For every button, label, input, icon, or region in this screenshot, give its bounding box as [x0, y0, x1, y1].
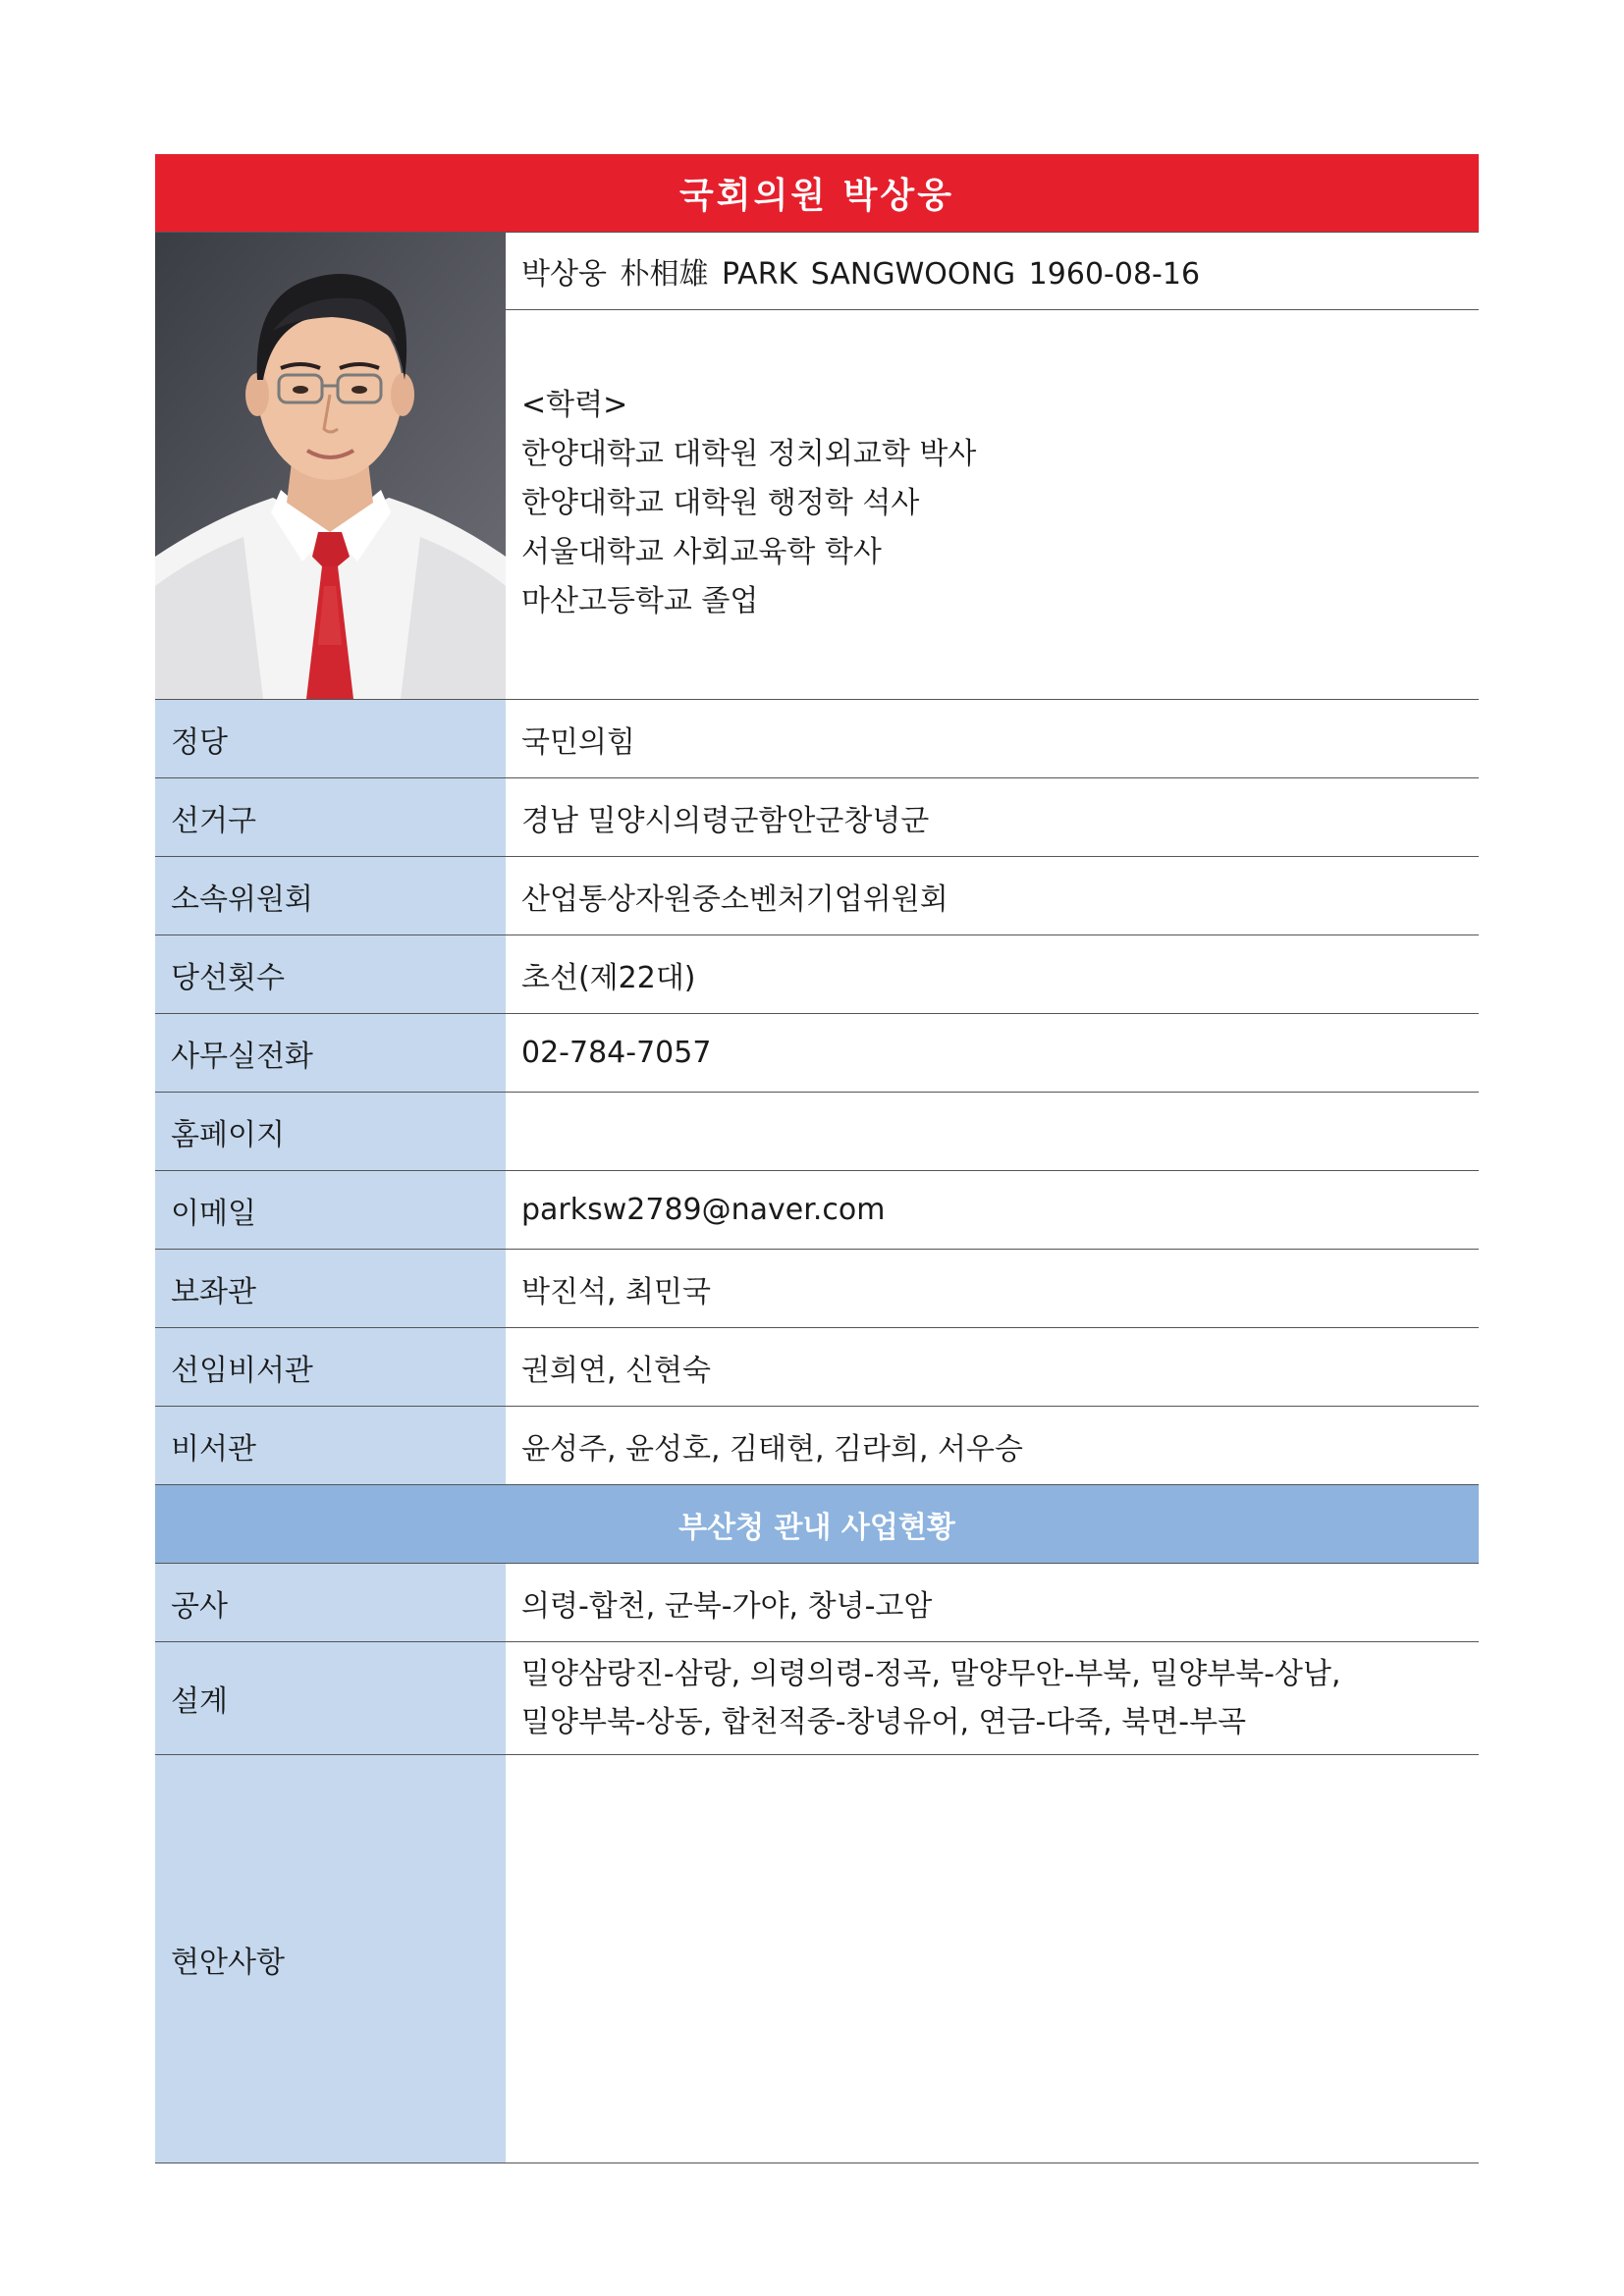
row-label: 공사 [155, 1564, 506, 1641]
row-label: 사무실전화 [155, 1014, 506, 1092]
education-item: 마산고등학교 졸업 [521, 584, 759, 618]
portrait-image [155, 233, 506, 699]
row-secretaries [155, 1407, 1479, 1485]
row-label: 보좌관 [155, 1250, 506, 1327]
row-office-phone [155, 1014, 1479, 1093]
row-label: 정당 [155, 700, 506, 777]
page-title: 국회의원 박상웅 [155, 154, 1479, 233]
row-homepage [155, 1093, 1479, 1171]
design-line: 밀양부북-상동, 합천적중-창녕유어, 연금-다죽, 북면-부곡 [521, 1705, 1247, 1739]
row-value: 02-784-7057 [521, 1036, 712, 1070]
row-committee [155, 857, 1479, 935]
row-label: 선임비서관 [155, 1328, 506, 1406]
education-header: <학력> [521, 388, 628, 422]
row-construction [155, 1564, 1479, 1642]
row-aides [155, 1250, 1479, 1328]
name-line: 박상웅 朴相雄 PARK SANGWOONG 1960-08-16 [506, 233, 1479, 310]
row-value [506, 1093, 1479, 1170]
row-value: 초선(제22대) [521, 960, 696, 995]
education-block [506, 310, 1479, 699]
row-issues [155, 1755, 1479, 2163]
row-value: 의령-합천, 군북-가야, 창녕-고암 [521, 1588, 933, 1624]
row-label: 설계 [155, 1642, 506, 1754]
row-value: 산업통상자원중소벤처기업위원회 [521, 881, 948, 917]
row-value [506, 1755, 1479, 2163]
section-title: 부산청 관내 사업현황 [155, 1485, 1479, 1564]
row-label: 이메일 [155, 1171, 506, 1249]
row-label: 현안사항 [155, 1755, 506, 2163]
education-item: 서울대학교 사회교육학 학사 [521, 535, 882, 569]
education-item: 한양대학교 대학원 행정학 석사 [521, 486, 920, 520]
row-label: 비서관 [155, 1407, 506, 1484]
row-value: 권희연, 신현숙 [521, 1353, 711, 1388]
row-senior-secretaries [155, 1328, 1479, 1407]
row-label: 홈페이지 [155, 1093, 506, 1170]
row-value: 경남 밀양시의령군함안군창녕군 [521, 803, 930, 838]
row-design [155, 1642, 1479, 1755]
row-value: 윤성주, 윤성호, 김태현, 김라희, 서우승 [521, 1431, 1023, 1467]
row-district [155, 778, 1479, 857]
profile-info [506, 233, 1479, 699]
row-label: 당선횟수 [155, 935, 506, 1013]
row-terms [155, 935, 1479, 1014]
row-value: 국민의힘 [521, 724, 635, 760]
row-label: 선거구 [155, 778, 506, 856]
portrait-photo [155, 233, 506, 699]
profile-sheet [155, 154, 1479, 2163]
education-item: 한양대학교 대학원 정치외교학 박사 [521, 437, 977, 471]
row-email [155, 1171, 1479, 1250]
design-line: 밀양삼랑진-삼랑, 의령의령-정곡, 말양무안-부북, 밀양부북-상남, [521, 1657, 1341, 1691]
row-value: 박진석, 최민국 [521, 1274, 711, 1309]
row-party [155, 700, 1479, 778]
row-label: 소속위원회 [155, 857, 506, 934]
row-value [506, 1642, 1479, 1754]
profile-block [155, 233, 1479, 700]
email-value[interactable]: parksw2789@naver.com [521, 1193, 886, 1227]
